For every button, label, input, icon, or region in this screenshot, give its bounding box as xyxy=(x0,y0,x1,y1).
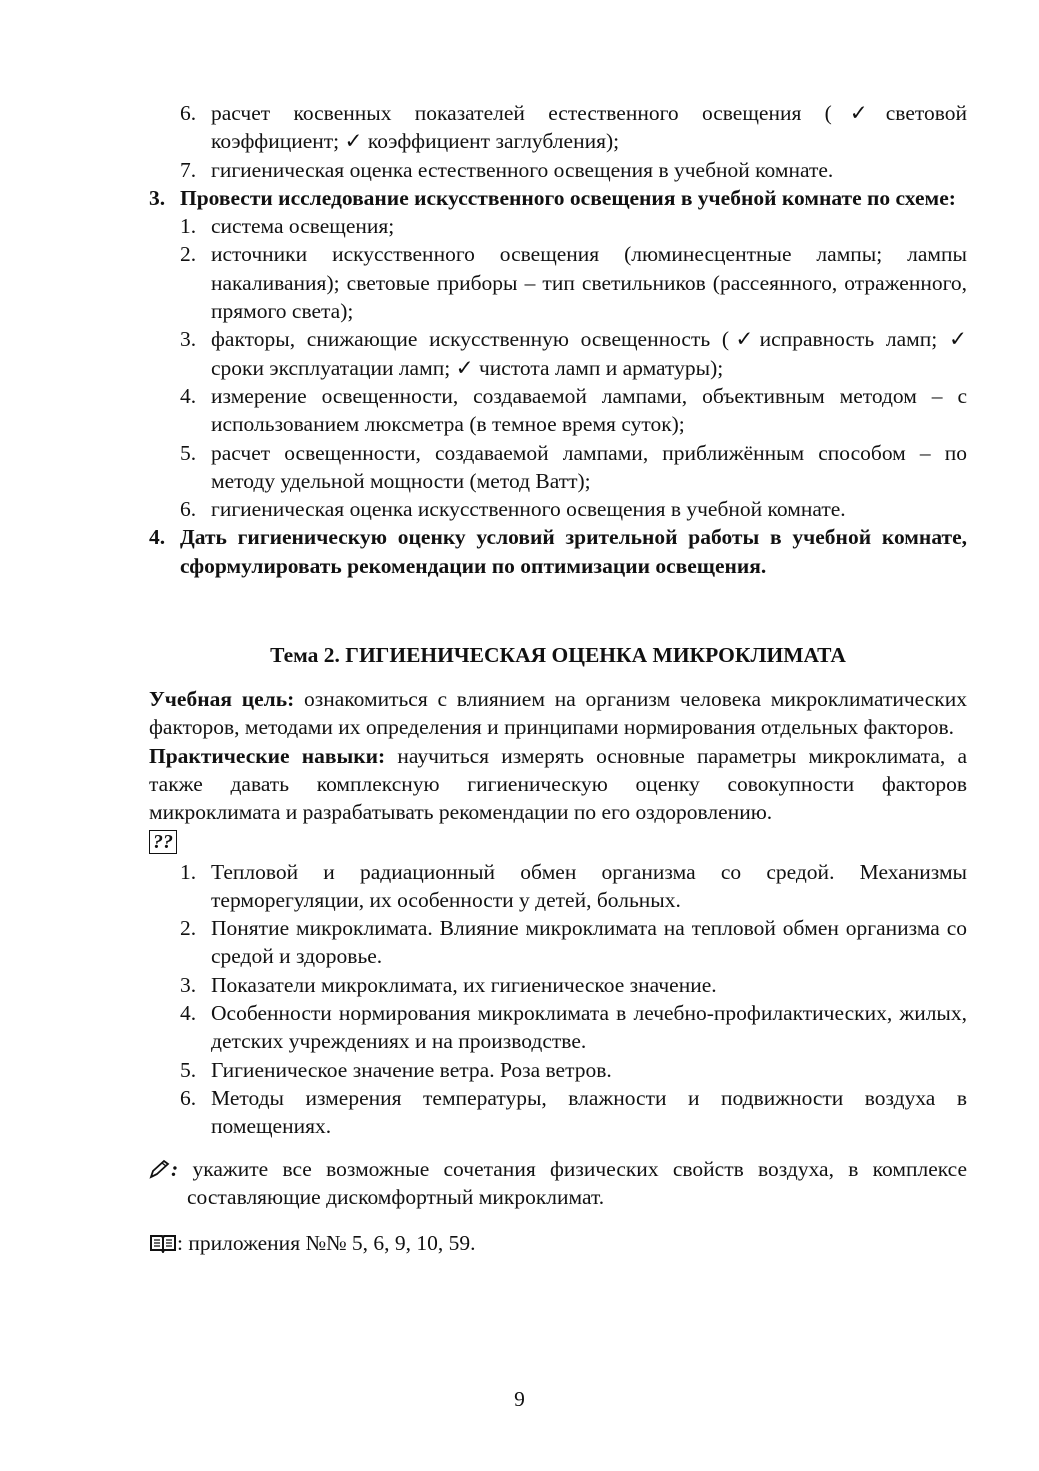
questions-marker xyxy=(149,827,967,858)
list-item xyxy=(180,212,967,240)
learning-goal xyxy=(149,685,967,742)
list-item xyxy=(180,325,967,382)
item-number: 6. xyxy=(180,1085,197,1110)
item-text: система освещения; xyxy=(211,214,395,239)
list-item xyxy=(180,495,967,523)
task-label: : xyxy=(171,1156,179,1181)
reference-label: : xyxy=(177,1231,183,1256)
item-text: источники искусственного освещения (люминесцентные лампы; лампы накаливания); световые приборы – тип светильников (рассеянного, отраженного, прямого света); xyxy=(211,242,967,324)
list-item xyxy=(180,999,967,1056)
step-text: Дать гигиеническую оценку условий зрительной работы в учебной комнате, сформулировать рекомендации по оптимизации освещения. xyxy=(180,525,967,578)
item-number: 6. xyxy=(180,101,197,125)
task-text: укажите все возможные сочетания физических свойств воздуха, в комплексе составляющие дискомфортный микроклимат. xyxy=(187,1156,968,1209)
task-note xyxy=(149,1155,967,1212)
reference-text: приложения №№ 5, 6, 9, 10, 59. xyxy=(182,1231,476,1256)
item-number: 2. xyxy=(180,242,197,267)
step-text: Провести исследование искусственного освещения в учебной комнате по схеме: xyxy=(180,185,956,210)
practical-skills xyxy=(149,742,967,827)
item-number: 5. xyxy=(180,1057,197,1082)
skills-label: Практические навыки: xyxy=(149,743,386,768)
list-item xyxy=(180,240,967,325)
item-text: гигиеническая оценка искусственного освещения в учебной комнате. xyxy=(211,497,846,522)
item-text: расчет косвенных показателей естественного освещения (✓световой коэффициент; ✓ коэффициент заглубления); xyxy=(211,101,967,154)
item-text: Тепловой и радиационный обмен организма со средой. Механизмы терморегуляции, их особенности у детей, больных. xyxy=(211,859,967,912)
item-number: 1. xyxy=(180,859,197,884)
list-item xyxy=(180,971,967,999)
skills-text: научиться измерять основные параметры микроклимата, а также давать комплексную гигиеническую оценку совокупности факторов микроклимата и разрабатывать рекомендации по его оздоровлению. xyxy=(149,743,968,825)
list-item xyxy=(180,1084,967,1141)
goal-text: ознакомиться с влиянием на организм человека микроклиматических факторов, методами их определения и принципами нормирования отдельных факторов. xyxy=(149,687,967,740)
item-text: факторы, снижающие искусственную освещенность (✓исправность ламп; ✓ сроки эксплуатации ламп; ✓ чистота ламп и арматуры); xyxy=(211,327,967,380)
item-text: Гигиеническое значение ветра. Роза ветров. xyxy=(211,1057,612,1082)
book-icon xyxy=(149,1231,177,1255)
reference-note xyxy=(149,1229,967,1257)
item-number: 3. xyxy=(180,972,197,997)
item-text: Показатели микроклимата, их гигиеническое значение. xyxy=(211,972,717,997)
list-item xyxy=(180,99,967,156)
list-item xyxy=(180,156,967,184)
item-text: расчет освещенности, создаваемой лампами, приближённым способом – по методу удельной мощности (метод Ватт); xyxy=(211,440,967,493)
list-item xyxy=(180,858,967,915)
item-number: 6. xyxy=(180,497,197,522)
item-text: гигиеническая оценка естественного освещения в учебной комнате. xyxy=(211,157,834,182)
item-number: 2. xyxy=(180,916,197,941)
list-item xyxy=(180,439,967,496)
item-number: 4. xyxy=(180,1001,197,1026)
item-text: Особенности нормирования микроклимата в лечебно-профилактических, жилых, детских учреждениях и на производстве. xyxy=(211,1001,967,1054)
questions-icon: ?? xyxy=(149,830,177,854)
page-number: 9 xyxy=(514,1387,525,1411)
step-3 xyxy=(149,184,967,212)
item-number: 4. xyxy=(180,383,197,408)
goal-label: Учебная цель: xyxy=(149,687,295,712)
item-text: измерение освещенности, создаваемой лампами, объективным методом – с использованием люксметра (в темное время суток); xyxy=(211,383,967,437)
step-3-items xyxy=(180,212,967,523)
item-text: Методы измерения температуры, влажности и подвижности воздуха в помещениях. xyxy=(211,1085,967,1139)
list-item xyxy=(180,914,967,971)
step-number: 3. xyxy=(149,185,166,210)
item-number: 7. xyxy=(180,157,197,182)
list-item xyxy=(180,382,967,439)
item-number: 5. xyxy=(180,440,197,465)
item-number: 1. xyxy=(180,214,197,239)
questions-list xyxy=(180,858,967,1141)
pencil-icon xyxy=(149,1157,171,1181)
list-item xyxy=(180,1056,967,1084)
step-4 xyxy=(149,523,967,580)
list-continued xyxy=(180,99,967,184)
step-number: 4. xyxy=(149,525,166,550)
topic-title: Тема 2. ГИГИЕНИЧЕСКАЯ ОЦЕНКА МИКРОКЛИМАТА xyxy=(270,643,846,668)
item-number: 3. xyxy=(180,327,197,352)
item-text: Понятие микроклимата. Влияние микроклимата на тепловой обмен организма со средой и здоровье. xyxy=(211,916,967,969)
